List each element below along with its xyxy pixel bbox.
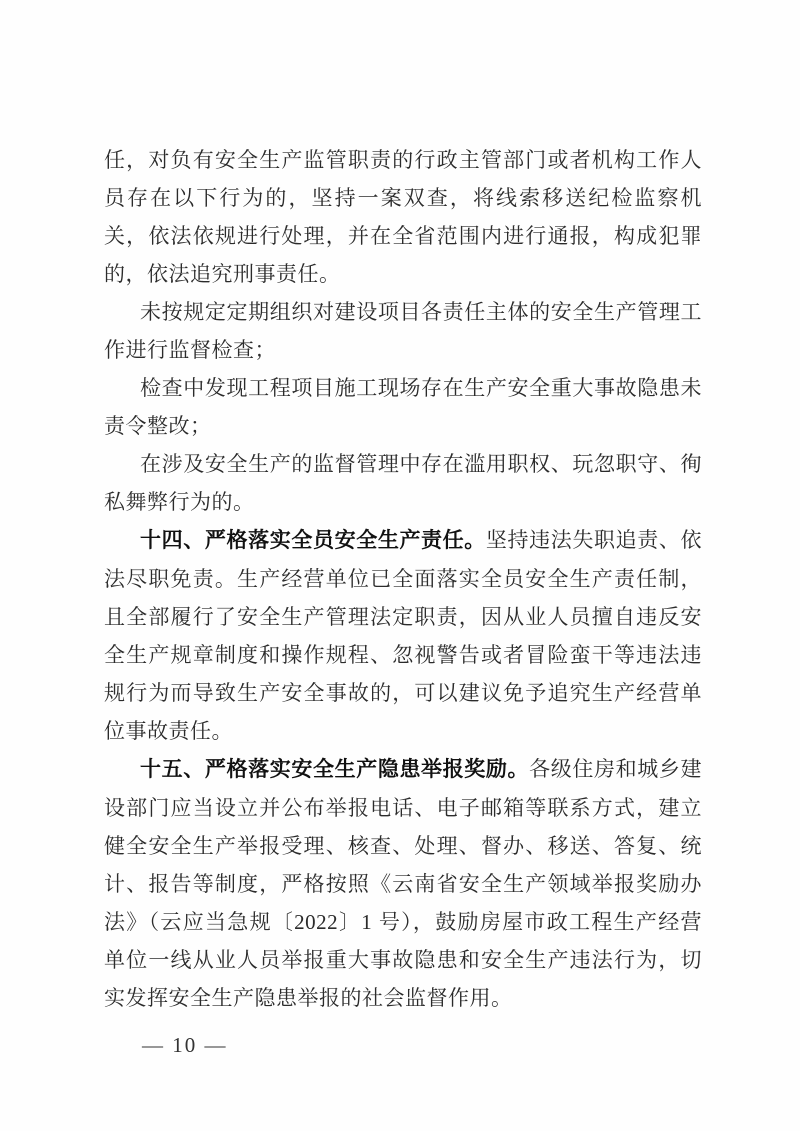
clause-text: 各级住房和城乡建设部门应当设立并公布举报电话、电子邮箱等联系方式，建立健全安全生产举报受理、核查、处理、督办、移送、答复、统计、报告等制度，严格按照《云南省安全生产领域举报奖励办法》（云应当急规〔2022〕1 号），鼓励房屋市政工程生产经营单位一线从业人员举报重大事故隐患和安全生产违法行为，切实发挥安全生产隐患举报的社会监督作用。 — [104, 757, 703, 1010]
clause-text: 在涉及安全生产的监督管理中存在滥用职权、玩忽职守、徇私舞弊行为的。 — [104, 452, 702, 514]
paragraph — [104, 141, 702, 293]
paragraph — [104, 293, 702, 369]
clause-text: 任，对负有安全生产监管职责的行政主管部门或者机构工作人员存在以下行为的，坚持一案双查，将线索移送纪检监察机关，依法依规进行处理，并在全省范围内进行通报，构成犯罪的，依法追究刑事责任。 — [104, 148, 702, 286]
clause-heading: 十四、严格落实全员安全生产责任。 — [140, 529, 486, 552]
clause-heading: 十五、严格落实安全生产隐患举报奖励。 — [140, 758, 530, 781]
paragraph — [104, 521, 702, 750]
clause-text: 未按规定定期组织对建设项目各责任主体的安全生产管理工作进行监督检查； — [104, 300, 702, 362]
paragraph — [104, 369, 702, 445]
page-number: — 10 — — [142, 1033, 228, 1057]
clause-text: 检查中发现工程项目施工现场存在生产安全重大事故隐患未责令整改； — [104, 376, 702, 438]
paragraph — [104, 750, 702, 1017]
document-body — [104, 141, 702, 1017]
clause-text: 坚持违法失职追责、依法尽职免责。生产经营单位已全面落实全员安全生产责任制，且全部履行了安全生产管理法定职责，因从业人员擅自违反安全生产规章制度和操作规程、忽视警告或者冒险蛮干等违法违规行为而导致生产安全事故的，可以建议免予追究生产经营单位事故责任。 — [104, 528, 703, 743]
paragraph — [104, 445, 702, 521]
